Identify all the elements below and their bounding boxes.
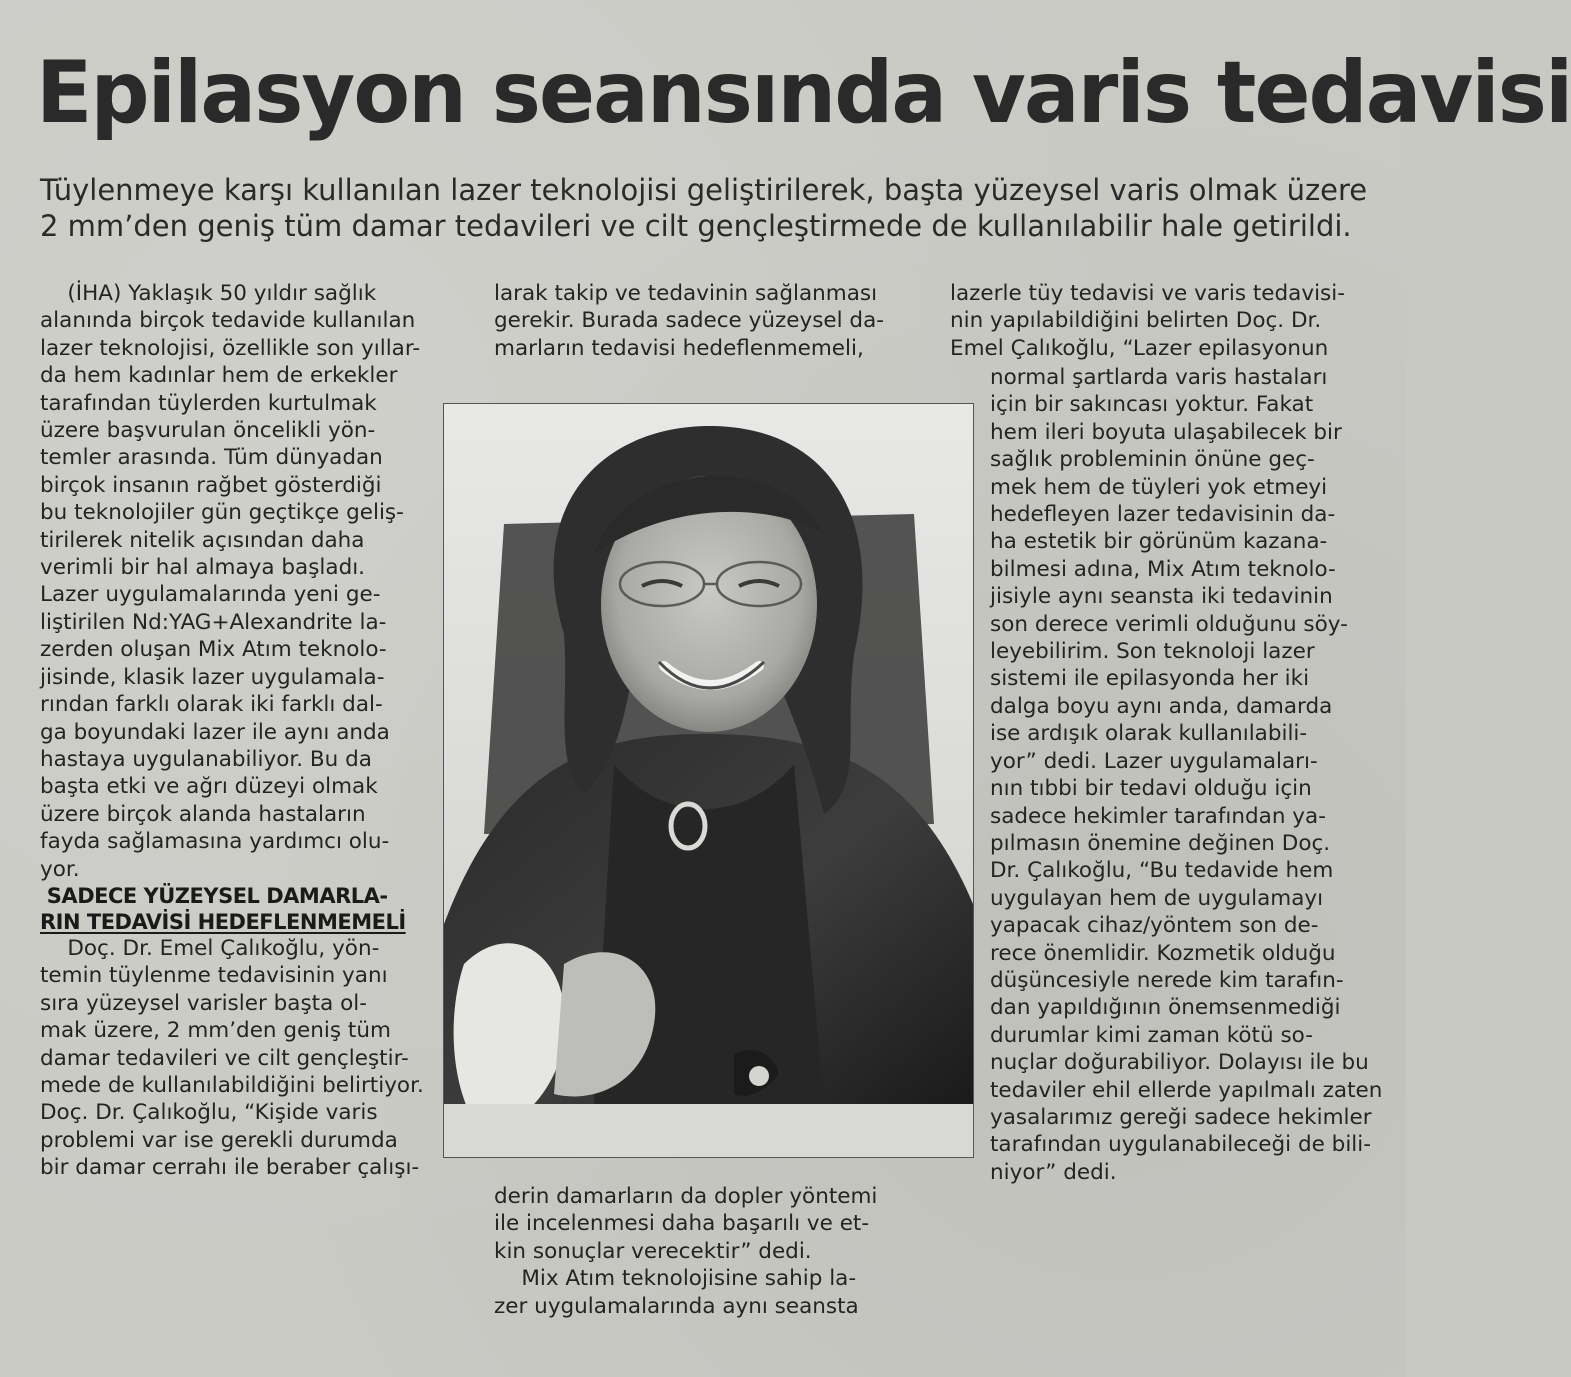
text-line: üzere birçok alanda hastaların [40, 801, 366, 827]
text-line: mak üzere, 2 mm’den geniş tüm [40, 1018, 391, 1044]
text-line: zerden oluşan Mix Atım teknolo- [40, 637, 387, 663]
text-line: rece önemlidir. Kozmetik olduğu [990, 940, 1336, 966]
lead-paragraph [40, 172, 1370, 244]
text-line: ga boyundaki lazer ile aynı anda [40, 719, 390, 745]
text-line: için bir sakıncası yoktur. Fakat [990, 392, 1314, 418]
text-line: larak takip ve tedavinin sağlanması [494, 281, 878, 306]
text-line: tarafından uygulanabileceği de bili- [990, 1132, 1372, 1158]
text-line: bu teknolojiler gün geçtikçe geliş- [40, 500, 404, 526]
text-line: tarafından tüylerden kurtulmak [40, 390, 377, 416]
text-line: yor” dedi. Lazer uygulamaları- [990, 748, 1318, 774]
text-line: lazer teknolojisi, özellikle son yıllar- [40, 335, 421, 361]
text-line: sağlık probleminin önüne geç- [990, 447, 1315, 473]
text-line: marların tedavisi hedeflenmemeli, [494, 335, 864, 361]
text-line: damar tedavileri ve cilt gençleştir- [40, 1045, 409, 1071]
text-line: yasalarımız gereği sadece hekimler [990, 1104, 1372, 1130]
text-line: nın tıbbi bir tedavi olduğu için [990, 776, 1312, 802]
text-line: gerekir. Burada sadece yüzeysel da- [494, 308, 885, 334]
text-line: kin sonuçlar verecektir” dedi. [494, 1238, 812, 1264]
text-line: liştirilen Nd:YAG+Alexandrite la- [40, 609, 387, 635]
text-line: leyebilirim. Son teknoloji lazer [990, 639, 1315, 665]
text-line: hedefleyen lazer tedavisinin da- [990, 502, 1336, 528]
text-line: Doç. Dr. Çalıkoğlu, “Kişide varis [40, 1100, 378, 1126]
text-line: mede de kullanılabildiğini belirtiyor. [40, 1072, 424, 1098]
text-line: son derece verimli olduğunu söy- [990, 611, 1348, 637]
text-line: dalga boyu aynı anda, damarda [990, 693, 1333, 719]
text-line: durumlar kimi zaman kötü so- [990, 1022, 1313, 1048]
text-line: sadece hekimler tarafından ya- [990, 803, 1326, 829]
text-line: ha estetik bir görünüm kazana- [990, 529, 1328, 555]
column-1 [40, 280, 460, 1182]
text-line: yapacak cihaz/yöntem son de- [990, 913, 1319, 939]
text-line: rından farklı olarak iki farklı dal- [40, 692, 383, 718]
text-line: Lazer uygulamalarında yeni ge- [40, 582, 381, 608]
text-line: jisiyle aynı seansta iki tedavinin [990, 584, 1333, 610]
text-line: yor. [40, 856, 80, 882]
text-line: hem ileri boyuta ulaşabilecek bir [990, 419, 1342, 445]
text-line: ile incelenmesi daha başarılı ve et- [494, 1211, 870, 1237]
text-line: normal şartlarda varis hastaları [990, 365, 1328, 390]
text-line: ise ardışık olarak kullanılabili- [990, 721, 1308, 747]
lead-line: Tüylenmeye karşı kullanılan lazer teknolojisi geliştirilerek, başta yüzeysel varis olmak üzere [40, 173, 1368, 207]
text-line: alanında birçok tedavide kullanılan [40, 308, 416, 334]
text-line: temin tüylenme tedavisinin yanı [40, 963, 388, 989]
text-line: zer uygulamalarında aynı seansta [494, 1293, 859, 1319]
text-line: problemi var ise gerekli durumda [40, 1127, 398, 1153]
text-line: başta etki ve ağrı düzeyi olmak [40, 774, 378, 800]
text-line: sıra yüzeysel varisler başta ol- [40, 990, 367, 1016]
text-line: niyor” dedi. [990, 1159, 1117, 1185]
column-3-top [950, 280, 1370, 362]
text-line: nuçlar doğurabiliyor. Dolayısı ile bu [990, 1050, 1369, 1076]
text-line: hastaya uygulanabiliyor. Bu da [40, 746, 372, 772]
text-line: da hem kadınlar hem de erkekler [40, 363, 398, 389]
text-line: fayda sağlamasına yardımcı olu- [40, 829, 390, 855]
text-line: tirilerek nitelik açısından daha [40, 527, 365, 553]
text-line: nin yapılabildiğini belirten Doç. Dr. [950, 308, 1322, 334]
column-2-bottom [494, 1183, 914, 1320]
text-line: birçok insanın rağbet gösterdiği [40, 472, 382, 498]
portrait-illustration [444, 404, 973, 1157]
text-line: düşüncesiyle nerede kim tarafın- [990, 967, 1344, 993]
text-line: dan yapıldığının önemsenmediği [990, 995, 1341, 1021]
column-2-top [494, 280, 914, 362]
text-line: (İHA) Yaklaşık 50 yıldır sağlık [40, 281, 377, 306]
text-line: bilmesi adına, Mix Atım teknolo- [990, 556, 1336, 582]
column-3-bottom [990, 364, 1383, 1186]
text-line: lazerle tüy tedavisi ve varis tedavisi- [950, 281, 1345, 306]
text-line: pılmasın önemine değinen Doç. [990, 830, 1331, 856]
text-line: Emel Çalıkoğlu, “Lazer epilasyonun [950, 335, 1329, 361]
text-line: uygulayan hem de uygulamayı [990, 885, 1324, 911]
text-line: tedaviler ehil ellerde yapılmalı zaten [990, 1077, 1383, 1103]
text-line: Dr. Çalıkoğlu, “Bu tedavide hem [990, 858, 1334, 884]
text-line: Doç. Dr. Emel Çalıkoğlu, yön- [40, 935, 380, 961]
text-line: Mix Atım teknolojisine sahip la- [494, 1266, 857, 1292]
text-line: bir damar cerrahı ile beraber çalışı- [40, 1155, 420, 1181]
headline: Epilasyon seansında varis tedavisi [36, 43, 1571, 143]
portrait-photo [443, 403, 974, 1158]
text-line: temler arasında. Tüm dünyadan [40, 445, 383, 471]
text-line: mek hem de tüyleri yok etmeyi [990, 474, 1328, 500]
text-line: jisinde, klasik lazer uygulamala- [40, 664, 385, 690]
subheading-line: RIN TEDAVİSİ HEDEFLENMEMELİ [40, 909, 406, 934]
subheading-line: SADECE YÜZEYSEL DAMARLA- [40, 883, 388, 908]
text-line: derin damarların da dopler yöntemi [494, 1184, 878, 1209]
text-line: üzere başvurulan öncelikli yön- [40, 418, 376, 444]
text-line: verimli bir hal almaya başladı. [40, 555, 366, 581]
lead-line: 2 mm’den geniş tüm damar tedavileri ve cilt gençleştirmede de kullanılabilir hale getirildi. [40, 209, 1352, 243]
text-line: sistemi ile epilasyonda her iki [990, 666, 1310, 692]
